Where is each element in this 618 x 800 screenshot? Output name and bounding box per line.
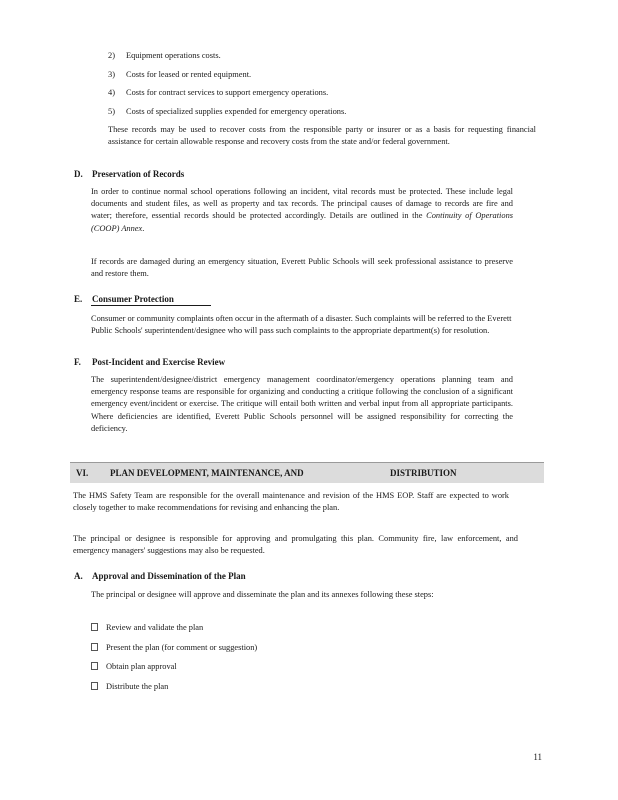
section-letter: D. <box>74 169 83 179</box>
page-number: 11 <box>533 752 542 762</box>
cost-item <box>108 106 346 118</box>
list-text: Costs for leased or rented equipment. <box>126 70 252 79</box>
list-item <box>91 642 257 654</box>
section-title: Post-Incident and Exercise Review <box>92 357 226 367</box>
step-text: Obtain plan approval <box>106 662 177 671</box>
list-number: 4) <box>108 88 115 97</box>
cost-item <box>108 87 328 99</box>
paragraph: The principal or designee is responsible for approving and promulgating this plan. Community fire, law enforcement, and emergency managers' suggestions may also be requested. <box>73 534 518 556</box>
section-title-end: DISTRIBUTION <box>390 468 457 478</box>
section-heading <box>74 356 225 368</box>
list-text: Costs for contract services to support emergency operations. <box>126 88 329 97</box>
checkbox-bullet-icon <box>91 643 98 651</box>
paragraph: Consumer or community complaints often occur in the aftermath of a disaster. Such complaints will be referred to the Everett Public Schools' superintendent/designee who will pass such complaints to the appropriate department(s) for resolution. <box>91 314 512 336</box>
cost-item <box>108 50 221 62</box>
section-letter: A. <box>74 571 83 581</box>
list-item <box>91 661 177 673</box>
paragraph: If records are damaged during an emergency situation, Everett Public Schools will seek professional assistance to preserve and restore them. <box>91 257 513 279</box>
section-heading <box>74 168 184 180</box>
list-item <box>91 622 203 634</box>
list-text: Equipment operations costs. <box>126 51 221 60</box>
step-text: Distribute the plan <box>106 682 169 691</box>
section-title: PLAN DEVELOPMENT, MAINTENANCE, AND <box>110 468 304 478</box>
section-banner <box>70 462 544 483</box>
section-letter: E. <box>74 294 83 304</box>
list-text: Costs of specialized supplies expended for emergency operations. <box>126 107 347 116</box>
section-numeral: VI. <box>76 468 89 478</box>
section-heading <box>74 570 246 582</box>
section-title: Consumer Protection <box>92 294 174 304</box>
step-text: Present the plan (for comment or suggestion) <box>106 643 258 652</box>
heading-underline <box>91 305 211 306</box>
records-paragraph: These records may be used to recover costs from the responsible party or insurer or as a basis for requesting financial assistance for certain allowable response and recovery costs from the state and/or federal government. <box>108 125 536 147</box>
cost-item <box>108 69 251 81</box>
section-heading <box>74 293 174 305</box>
list-number: 2) <box>108 51 115 60</box>
section-title: Preservation of Records <box>92 169 185 179</box>
paragraph: In order to continue normal school operations following an incident, vital records must be protected. These include legal documents and student files, as well as property and tax records. The principal causes of damage to records are fire and water; therefore, essential records should be protected accordingly. Details are outlined in the Continuity of Operations (COOP) Annex. <box>91 187 514 233</box>
checkbox-bullet-icon <box>91 623 98 631</box>
annex-reference: Continuity of Operations (COOP) Annex <box>91 211 514 233</box>
step-text: Review and validate the plan <box>106 623 204 632</box>
paragraph: The superintendent/designee/district emergency management coordinator/emergency operations planning team and emergency response teams are responsible for organizing and conducting a critique following the conclusion of a significant emergency event/incident or exercise. The critique will entail both written and verbal input from all appropriate participants. Where deficiencies are identified, Everett Public Schools personnel will be assigned responsibility for correcting the deficiency. <box>91 375 513 433</box>
list-number: 3) <box>108 70 115 79</box>
list-item <box>91 681 168 693</box>
list-number: 5) <box>108 107 115 116</box>
section-title: Approval and Dissemination of the Plan <box>92 571 246 581</box>
paragraph: The HMS Safety Team are responsible for the overall maintenance and revision of the HMS EOP. Staff are expected to work closely together to make recommendations for revising and enhancing the plan. <box>73 491 509 513</box>
checkbox-bullet-icon <box>91 662 98 670</box>
section-letter: F. <box>74 357 81 367</box>
checkbox-bullet-icon <box>91 682 98 690</box>
paragraph: The principal or designee will approve and disseminate the plan and its annexes following these steps: <box>91 590 434 599</box>
